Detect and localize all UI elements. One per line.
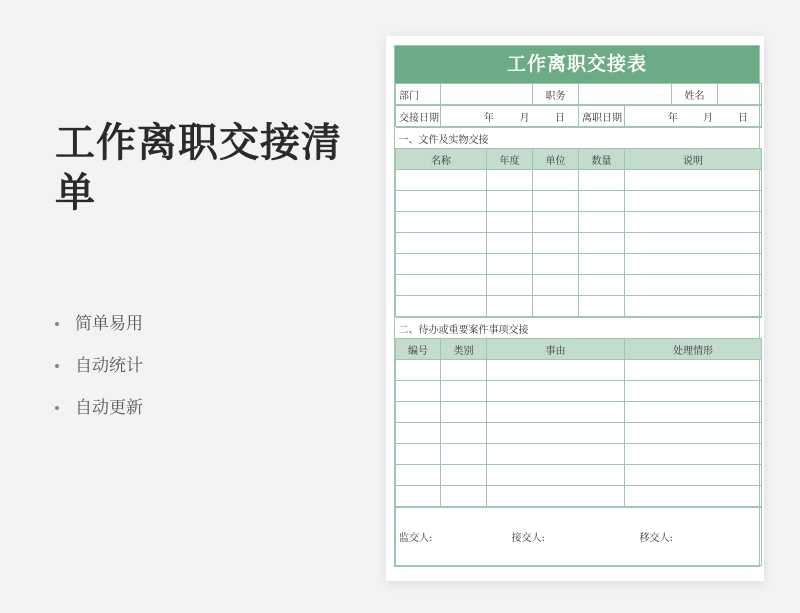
table-row [396, 381, 762, 402]
column-header: 名称 [396, 149, 487, 170]
table-row [396, 275, 762, 296]
feature-item: 自动更新 [55, 394, 143, 436]
year-label: 年 [484, 112, 494, 124]
position-label: 职务 [533, 84, 579, 105]
info-table [395, 83, 762, 105]
supervisor-signature[interactable]: 监交人: [396, 508, 509, 566]
signature-table [395, 507, 762, 566]
column-header: 处理情形 [625, 339, 762, 360]
handover-date-value[interactable] [441, 106, 579, 127]
column-header: 数量 [579, 149, 625, 170]
leave-date-label: 离职日期 [579, 106, 625, 127]
date-table [395, 105, 762, 127]
column-header: 类别 [441, 339, 487, 360]
column-header: 说明 [625, 149, 762, 170]
day-label: 日 [738, 112, 748, 124]
column-header: 年度 [487, 149, 533, 170]
table-row [396, 486, 762, 507]
matters-table [395, 317, 762, 507]
table-row [396, 402, 762, 423]
column-header: 事由 [487, 339, 625, 360]
feature-list [55, 310, 143, 436]
section2-title: 二、待办或重要案件事项交接 [396, 318, 762, 339]
column-header: 编号 [396, 339, 441, 360]
items-table [395, 127, 762, 317]
day-label: 日 [555, 112, 565, 124]
month-label: 月 [703, 112, 713, 124]
handover-form [394, 45, 760, 567]
year-label: 年 [668, 112, 678, 124]
section1-title: 一、文件及实物交接 [396, 128, 762, 149]
column-header: 单位 [533, 149, 579, 170]
table-row [396, 423, 762, 444]
table-row [396, 212, 762, 233]
hero-title: 工作离职交接清单 [55, 120, 342, 216]
receiver-signature[interactable]: 接交人: [509, 508, 637, 566]
handover-date-label: 交接日期 [396, 106, 441, 127]
document-preview [386, 36, 764, 581]
leave-date-value[interactable] [625, 106, 762, 127]
table-row [396, 233, 762, 254]
table-row [396, 465, 762, 486]
table-row [396, 254, 762, 275]
name-label: 姓名 [672, 84, 718, 105]
form-title: 工作离职交接表 [395, 46, 759, 83]
name-value[interactable] [718, 84, 762, 105]
transferor-signature[interactable]: 移交人: [637, 508, 762, 566]
dept-value[interactable] [441, 84, 533, 105]
table-row [396, 296, 762, 317]
position-value[interactable] [579, 84, 672, 105]
table-row [396, 191, 762, 212]
feature-item: 自动统计 [55, 352, 143, 394]
feature-item: 简单易用 [55, 310, 143, 352]
table-row [396, 360, 762, 381]
table-row [396, 170, 762, 191]
dept-label: 部门 [396, 84, 441, 105]
month-label: 月 [519, 112, 530, 124]
table-row [396, 444, 762, 465]
